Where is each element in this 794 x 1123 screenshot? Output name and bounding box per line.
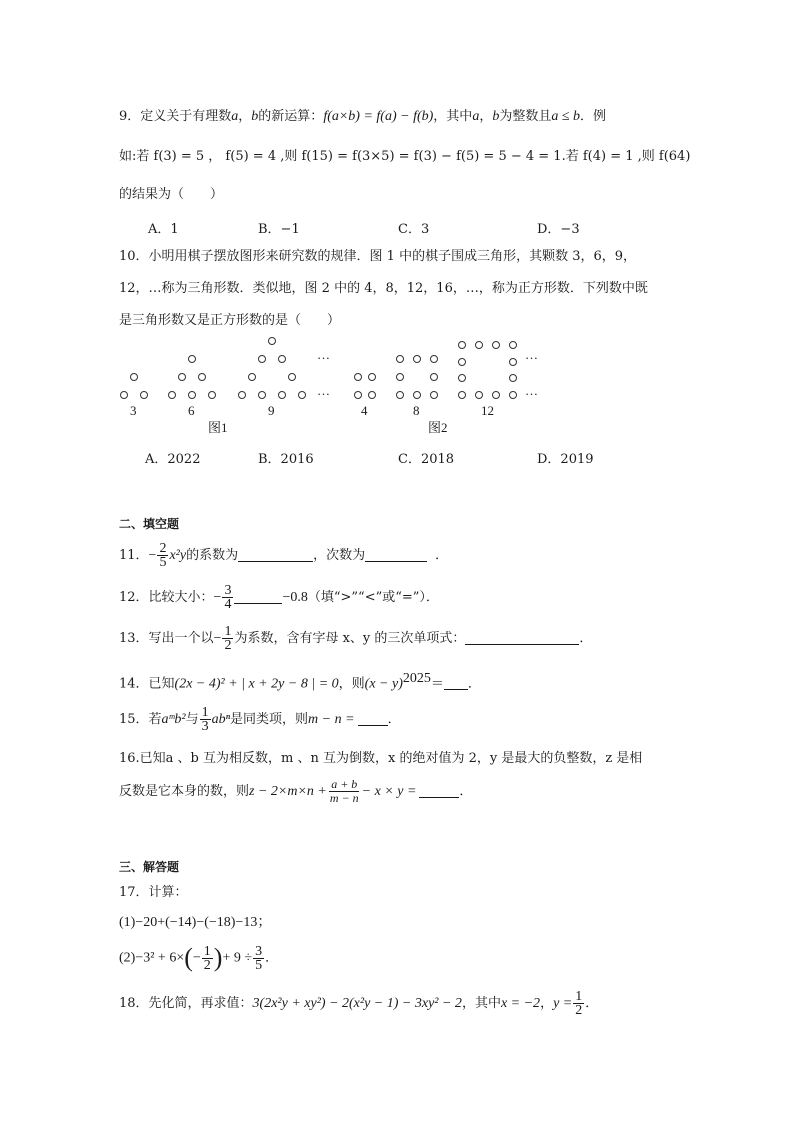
fig2-dot <box>459 342 466 349</box>
fig2-label-4: 4 <box>361 403 368 418</box>
fig2-dot <box>510 342 517 349</box>
q15-blank[interactable] <box>358 711 388 726</box>
q11-fraction: $\frac{2}{5}$ <box>159 541 167 570</box>
fig1-dot <box>189 392 196 399</box>
fig2-label-12: 12 <box>481 403 494 418</box>
fig2-dot <box>369 392 376 399</box>
fig1-dot <box>199 374 206 381</box>
q9-choice-b[interactable]: B．−1 <box>258 222 300 237</box>
fig2-ellipsis-top: … <box>525 347 538 362</box>
fig1-dot <box>279 356 286 363</box>
q17-part1: (1)−20+(−14)−(−18)−13； <box>119 915 272 930</box>
fig1-caption: 图1 <box>208 420 228 435</box>
section-answer-title: 三、解答题 <box>119 860 180 874</box>
q10-choice-a[interactable]: A．2022 <box>145 452 201 467</box>
q9-definition-formula: f(a×b) = f(a) − f(b) <box>323 109 434 124</box>
q10-line2: 12，…称为三角形数．类似地，图 2 中的 4，8，12，16，…，称为正方形数．下列数中既 <box>119 281 648 296</box>
fig1-dot <box>131 374 138 381</box>
fig1-dot <box>141 392 148 399</box>
fig2-dot <box>414 392 421 399</box>
q11-blank-degree[interactable] <box>365 547 427 562</box>
q9-choice-d[interactable]: D．−3 <box>537 222 580 237</box>
fig1-label-6: 6 <box>188 403 195 418</box>
fig2-dot <box>493 392 500 399</box>
q17-part2: (2)−3² + 6×(− $\frac{1}{2}$ )+ 9 ÷ $\frac{3}{5}$ ． <box>119 943 279 973</box>
q18: 18．先化简，再求值：3(2x²y + xy²) − 2(x²y − 1) − 3xy² − 2，其中x = −2，y = $\frac{1}{2}$ ． <box>119 989 599 1018</box>
q13: 13．写出一个以− $\frac{1}{2}$ 为系数，含有字母 x、y 的三次单项式： ． <box>119 624 593 653</box>
fig2-dot <box>397 392 404 399</box>
fig2-dot <box>459 375 466 382</box>
q14: 14．已知(2x − 4)² + | x + 2y − 8 | = 0，则$(x - y)^{2025}=$ ． <box>119 671 481 692</box>
q11-blank-coefficient[interactable] <box>238 547 313 562</box>
fig1-dot <box>279 392 286 399</box>
fig2-dot <box>510 392 517 399</box>
fig2-dot <box>355 374 362 381</box>
fig1-ellipsis-bottom: … <box>317 383 330 398</box>
q12-blank[interactable] <box>234 589 282 604</box>
q10-choice-c[interactable]: C．2018 <box>398 452 455 467</box>
q10-line1: 10．小明用棋子摆放图形来研究数的规律．图 1 中的棋子围成三角形，其颗数 3，6，9， <box>119 249 637 264</box>
q9-choice-a[interactable]: A．1 <box>148 222 179 237</box>
q16-line2: 反数是它本身的数，则z − 2×m×n + $\frac{a + b}{m - n}$ − x × y = ． <box>119 777 473 805</box>
fig1-dot <box>249 374 256 381</box>
q9-line1: 9．定义关于有理数a，b的新运算：f(a×b) = f(a) − f(b)，其中a，b为整数且a ≤ b．例 <box>119 109 607 124</box>
fig1-dot <box>259 356 266 363</box>
fig2-caption: 图2 <box>428 420 448 435</box>
fig1-dot <box>179 374 186 381</box>
fig1-dot <box>269 338 276 345</box>
fig2-ellipsis-bottom: … <box>525 383 538 398</box>
q10-figures <box>110 335 570 435</box>
q15: 15．若aᵐb²与 $\frac{1}{3}$ abⁿ是同类项，则m − n = ． <box>119 705 401 734</box>
fig2-label-8: 8 <box>413 403 420 418</box>
fig2-dot <box>459 392 466 399</box>
fig1-dot <box>121 392 128 399</box>
fig2-dot <box>431 356 438 363</box>
fig1-dot <box>189 356 196 363</box>
fig1-dot <box>169 392 176 399</box>
fig1-dot <box>239 392 246 399</box>
q9-line3: 的结果为（ ） <box>119 187 224 202</box>
fig2-dot <box>397 374 404 381</box>
q10-line3: 是三角形数又是正方形数的是（ ） <box>119 313 341 328</box>
section-fill-in-title: 二、填空题 <box>119 517 180 531</box>
fig1-dot <box>289 374 296 381</box>
q12-fraction: $\frac{3}{4}$ <box>224 583 232 612</box>
q15-fraction: $\frac{1}{3}$ <box>201 705 209 734</box>
q18-fraction: $\frac{1}{2}$ <box>575 989 583 1018</box>
q16-line1: 16.已知a 、b 互为相反数，m 、n 互为倒数，x 的绝对值为 2，y 是最大的负整数，z 是相 <box>119 751 643 766</box>
q10-choice-b[interactable]: B．2016 <box>258 452 314 467</box>
fig2-dot <box>431 392 438 399</box>
fig2-dot <box>510 375 517 382</box>
fig1-dot <box>299 392 306 399</box>
fig2-dot <box>493 342 500 349</box>
q9-line2: 如:若 f(3) = 5 ， f(5) = 4 ,则 f(15) = f(3×5) = f(3) − f(5) = 5 − 4 = 1.若 f(4) = 1 ,则 f(64) <box>119 149 691 164</box>
q16-fraction: $\frac{a + b}{m - n}$ <box>329 777 359 805</box>
fig1-dot <box>209 392 216 399</box>
q14-blank[interactable] <box>444 675 468 690</box>
q13-fraction: $\frac{1}{2}$ <box>224 624 232 653</box>
q12: 12．比较大小：− $\frac{3}{4}$ −0.8（填“>”“<”或“=”）． <box>119 583 439 612</box>
fig2-dot <box>459 359 466 366</box>
fig2-dot <box>369 374 376 381</box>
q17-fraction-three-fifths: $\frac{3}{5}$ <box>255 943 263 973</box>
q11: 11．− $\frac{2}{5}$ x²y的系数为 ，次数为 ． <box>119 541 449 570</box>
q17-fraction-half: $\frac{1}{2}$ <box>203 943 211 973</box>
fig2-dot <box>476 342 483 349</box>
q10-choice-d[interactable]: D．2019 <box>537 452 594 467</box>
fig1-ellipsis-top: … <box>317 347 330 362</box>
q9-choice-c[interactable]: C．3 <box>398 222 430 237</box>
fig2-dot <box>431 374 438 381</box>
fig2-dot <box>476 392 483 399</box>
q13-blank[interactable] <box>465 630 579 645</box>
q17-title: 17．计算： <box>119 885 188 900</box>
fig1-dot <box>259 392 266 399</box>
q16-blank[interactable] <box>419 783 459 798</box>
fig2-dot <box>510 359 517 366</box>
fig2-dot <box>355 392 362 399</box>
fig2-dot <box>397 356 404 363</box>
fig2-dot <box>414 356 421 363</box>
fig1-label-3: 3 <box>130 403 137 418</box>
fig1-label-9: 9 <box>268 403 275 418</box>
